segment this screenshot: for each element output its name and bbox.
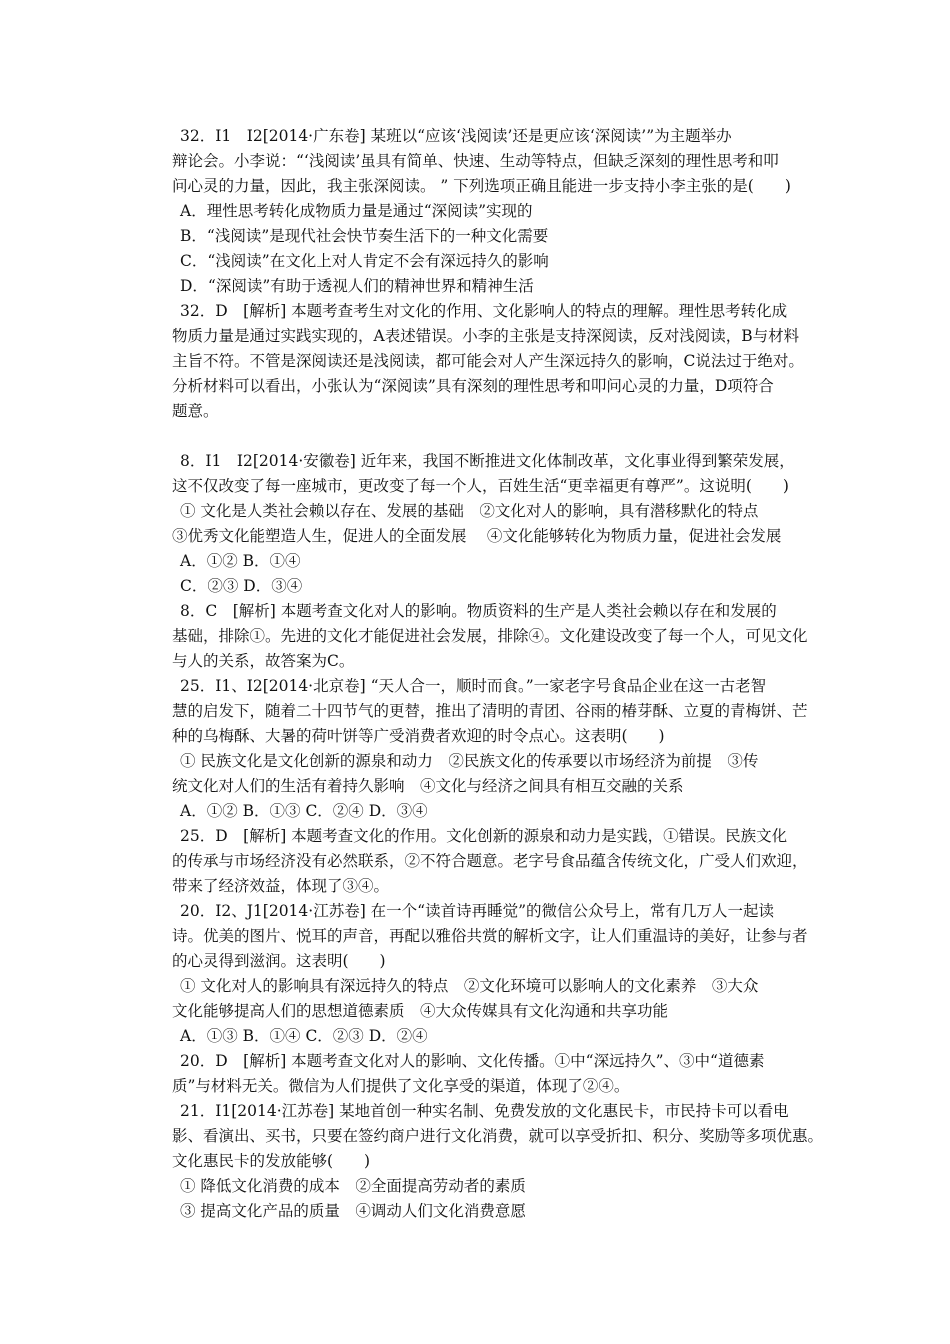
text-line: 物质力量是通过实践实现的，A表述错误。小李的主张是支持深阅读，反对浅阅读，B与材料: [172, 327, 800, 345]
text-line: A．①② B．①③ C．②④ D．③④: [180, 802, 428, 820]
text-line: A．理性思考转化成物质力量是通过“深阅读”实现的: [180, 202, 533, 220]
text-line: A．①③ B．①④ C．②③ D．②④: [180, 1027, 428, 1045]
text-line: 20．D [解析] 本题考查文化对人的影响、文化传播。①中“深远持久”、③中“道德素: [180, 1052, 765, 1070]
text-line: ③优秀文化能塑造人生，促进人的全面发展 ④文化能够转化为物质力量，促进社会发展: [172, 527, 782, 545]
question-block-group: [172, 449, 824, 1224]
text-line: C．“浅阅读”在文化上对人肯定不会有深远持久的影响: [180, 252, 549, 270]
text-line: ③ 提高文化产品的质量 ④调动人们文化消费意愿: [180, 1202, 526, 1220]
text-line: 文化能够提高人们的思想道德素质 ④大众传媒具有文化沟通和共享功能: [172, 1002, 669, 1020]
text-line: 分析材料可以看出，小张认为“深阅读”具有深刻的理性思考和叩问心灵的力量，D项符合: [172, 377, 774, 395]
text-line: 的心灵得到滋润。这表明( ): [172, 952, 386, 970]
text-line: C．②③ D．③④: [180, 577, 303, 595]
text-line: 基础，排除①。先进的文化才能促进社会发展，排除④。文化建设改变了每一个人，可见文化: [172, 627, 808, 645]
text-line: ① 文化对人的影响具有深远持久的特点 ②文化环境可以影响人的文化素养 ③大众: [180, 977, 759, 995]
text-line: 这不仅改变了每一座城市，更改变了每一个人，百姓生活“更幸福更有尊严”。这说明( ): [172, 477, 789, 495]
text-line: 25．D [解析] 本题考查文化的作用。文化创新的源泉和动力是实践，①错误。民族文化: [180, 827, 788, 845]
text-line: 文化惠民卡的发放能够( ): [172, 1152, 371, 1170]
text-line: 质”与材料无关。微信为人们提供了文化享受的渠道，体现了②④。: [172, 1077, 630, 1095]
question-block-32: [172, 124, 812, 424]
text-line: 统文化对人们的生活有着持久影响 ④文化与经济之间具有相互交融的关系: [172, 777, 684, 795]
text-line: 带来了经济效益，体现了③④。: [172, 877, 390, 895]
text-line: 25．I1、I2[2014·北京卷] “天人合一，顺时而食。”一家老字号食品企业在这一古老智: [180, 677, 767, 695]
text-line: 种的乌梅酥、大暑的荷叶饼等广受消费者欢迎的时令点心。这表明( ): [172, 727, 665, 745]
text-line: 影、看演出、买书，只要在签约商户进行文化消费，就可以享受折扣、积分、奖励等多项优惠。: [172, 1127, 824, 1145]
text-line: 的传承与市场经济没有必然联系，②不符合题意。老字号食品蕴含传统文化，广受人们欢迎，: [172, 852, 808, 870]
text-line: 题意。: [172, 402, 219, 420]
text-line: 诗。优美的图片、悦耳的声音，再配以雅俗共赏的解析文字，让人们重温诗的美好，让参与者: [172, 927, 808, 945]
text-line: 辩论会。小李说：“‘浅阅读’虽具有简单、快速、生动等特点，但缺乏深刻的理性思考和叩: [172, 152, 779, 170]
text-line: 与人的关系，故答案为C。: [172, 652, 355, 670]
text-line: 主旨不符。不管是深阅读还是浅阅读，都可能会对人产生深远持久的影响，C说法过于绝对。: [172, 352, 804, 370]
text-line: 32．D [解析] 本题考查考生对文化的作用、文化影响人的特点的理解。理性思考转化成: [180, 302, 788, 320]
text-line: ① 文化是人类社会赖以存在、发展的基础 ②文化对人的影响，具有潜移默化的特点: [180, 502, 759, 520]
text-line: 8．I1 I2[2014·安徽卷] 近年来，我国不断推进文化体制改革，文化事业得到繁荣发展，: [180, 452, 795, 470]
text-line: 21．I1[2014·江苏卷] 某地首创一种实名制、免费发放的文化惠民卡，市民持卡可以看电: [180, 1102, 789, 1120]
text-line: 20．I2、J1[2014·江苏卷] 在一个“读首诗再睡觉”的微信公众号上，常有几万人一起读: [180, 902, 775, 920]
text-line: 32．I1 I2[2014·广东卷] 某班以“应该‘浅阅读’还是更应该‘深阅读’”为主题举办: [180, 127, 732, 145]
text-line: 慧的启发下，随着二十四节气的更替，推出了清明的青团、谷雨的椿芽酥、立夏的青梅饼、芒: [172, 702, 808, 720]
text-line: B．“浅阅读”是现代社会快节奏生活下的一种文化需要: [180, 227, 549, 245]
text-line: D．“深阅读”有助于透视人们的精神世界和精神生活: [180, 277, 534, 295]
text-line: 8．C [解析] 本题考查文化对人的影响。物质资料的生产是人类社会赖以存在和发展的: [180, 602, 777, 620]
text-line: ① 降低文化消费的成本 ②全面提高劳动者的素质: [180, 1177, 526, 1195]
text-line: ① 民族文化是文化创新的源泉和动力 ②民族文化的传承要以市场经济为前提 ③传: [180, 752, 759, 770]
text-line: A．①② B．①④: [180, 552, 301, 570]
text-line: 问心灵的力量，因此，我主张深阅读。 ” 下列选项正确且能进一步支持小李主张的是( ): [172, 177, 791, 195]
